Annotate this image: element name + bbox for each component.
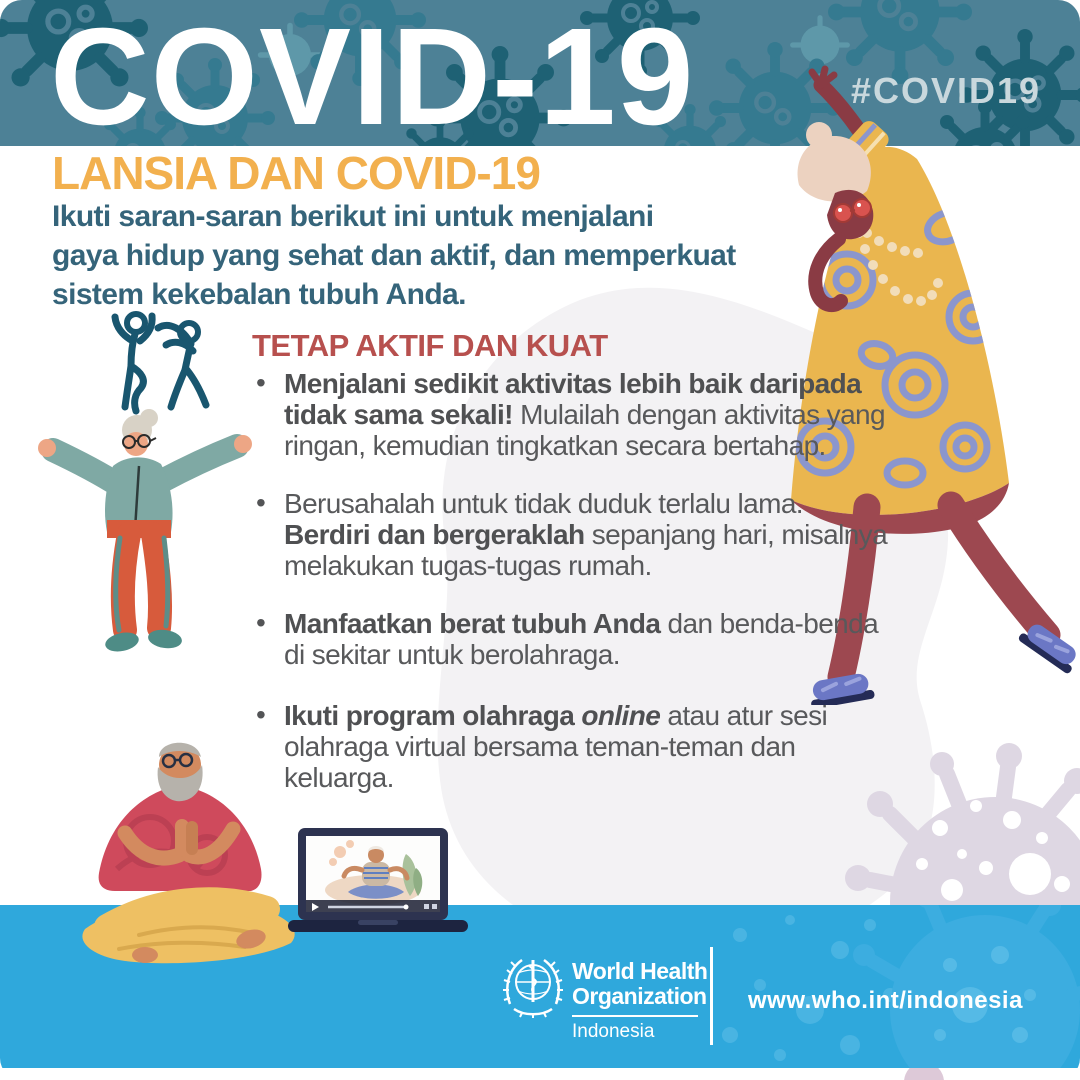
who-wordmark: [572, 959, 707, 1042]
laptop-video-icon: [288, 826, 468, 938]
who-org-line1: World Health: [572, 958, 708, 984]
advice-segment: Mulailah dengan aktivitas yang ringan, kemudian tingkatkan secara bertahap.: [284, 399, 885, 461]
advice-segment: Berdiri dan bergeraklah: [284, 519, 585, 550]
who-rule: [572, 1015, 698, 1017]
section-title: TETAP AKTIF DAN KUAT: [252, 328, 608, 363]
page-title: LANSIA DAN COVID-19: [52, 147, 540, 199]
banner-title: COVID-19: [50, 0, 695, 146]
who-country: Indonesia: [572, 1021, 655, 1042]
who-emblem-icon: [502, 952, 564, 1018]
advice-item: [248, 368, 896, 461]
stretching-elderly-woman-illustration: [25, 408, 275, 658]
advice-item: [248, 608, 896, 670]
advice-segment: Ikuti program olahraga: [284, 700, 582, 731]
intro-line: gaya hidup yang sehat dan aktif, dan memperkuat: [52, 239, 736, 272]
advice-segment: dan benda-benda di sekitar untuk berolahraga.: [284, 608, 879, 670]
intro-text: [52, 197, 736, 314]
advice-segment: online: [581, 700, 661, 731]
advice-segment: sepanjang hari, misalnya melakukan tugas-tugas rumah.: [284, 519, 888, 581]
intro-line: sistem kekebalan tubuh Anda.: [52, 278, 466, 311]
advice-item: [248, 488, 896, 581]
advice-segment: Menjalani sedikit aktivitas lebih baik daripada tidak sama sekali!: [284, 368, 862, 430]
advice-segment: Berusahalah untuk tidak duduk terlalu lama.: [284, 488, 803, 519]
banner-hashtag: #COVID19: [851, 70, 1042, 111]
who-org-line2: Organization: [572, 983, 707, 1009]
footer-url[interactable]: www.who.int/indonesia: [748, 987, 1023, 1014]
footer-divider: [710, 947, 713, 1045]
advice-segment: atau atur sesi olahraga virtual bersama teman-teman dan keluarga.: [284, 700, 828, 793]
intro-line: Ikuti saran-saran berikut ini untuk menjalani: [52, 200, 654, 233]
exercise-people-icon: [103, 310, 223, 418]
advice-segment: Manfaatkan berat tubuh Anda: [284, 608, 661, 639]
